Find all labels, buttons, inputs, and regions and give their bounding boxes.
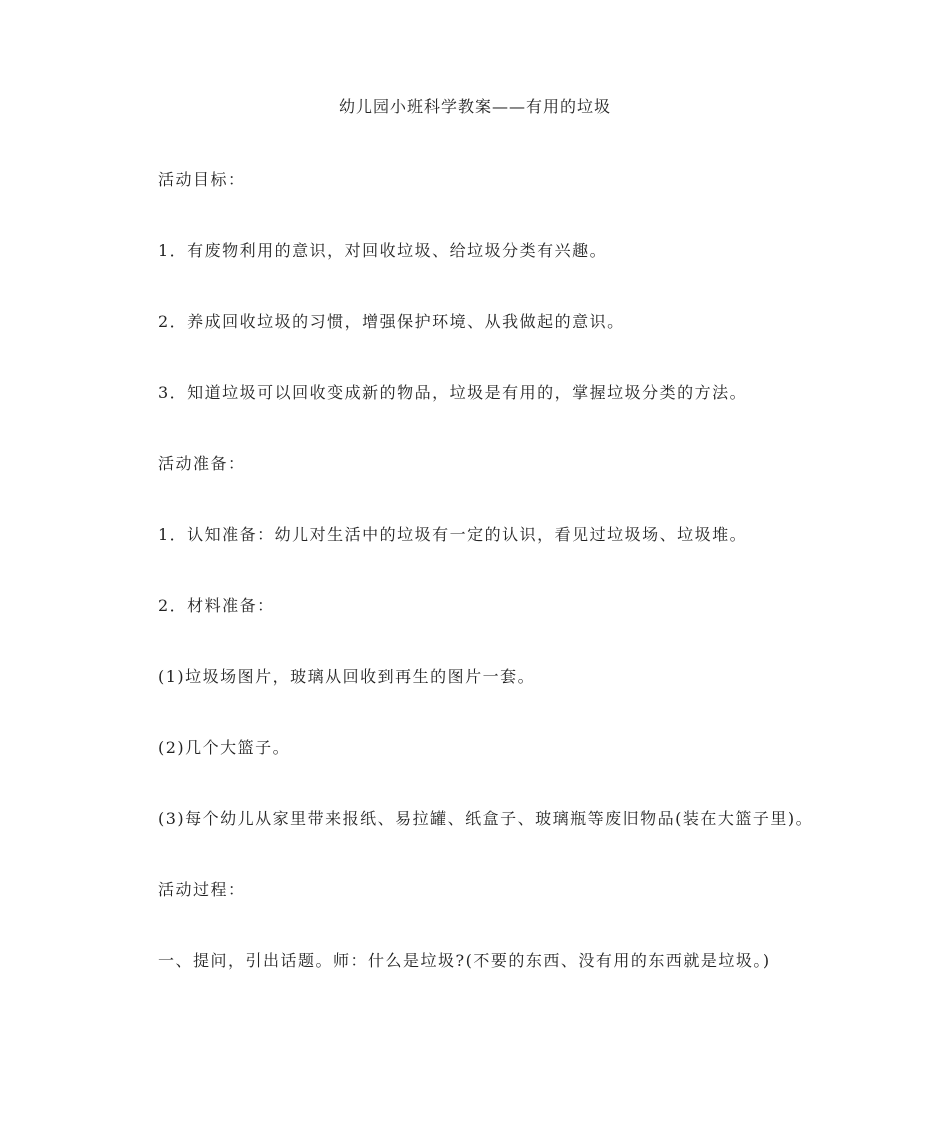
- preparation-item: 2．材料准备：: [158, 596, 275, 615]
- section-heading-preparation: 活动准备：: [158, 454, 246, 473]
- document-title: 幼儿园小班科学教案——有用的垃圾: [338, 97, 611, 116]
- material-item: (2)几个大篮子。: [158, 738, 291, 757]
- preparation-item: 1．认知准备：幼儿对生活中的垃圾有一定的认识，看见过垃圾场、垃圾堆。: [158, 525, 748, 544]
- goal-item: 3．知道垃圾可以回收变成新的物品，垃圾是有用的，掌握垃圾分类的方法。: [158, 383, 748, 402]
- section-heading-goals: 活动目标：: [158, 170, 246, 189]
- section-heading-process: 活动过程：: [158, 880, 246, 899]
- material-item: (3)每个幼儿从家里带来报纸、易拉罐、纸盒子、玻璃瓶等废旧物品(装在大篮子里)。: [158, 809, 814, 828]
- material-item: (1)垃圾场图片，玻璃从回收到再生的图片一套。: [158, 667, 536, 686]
- process-item: 一、提问，引出话题。师：什么是垃圾?(不要的东西、没有用的东西就是垃圾。): [158, 951, 771, 970]
- goal-item: 2．养成回收垃圾的习惯，增强保护环境、从我做起的意识。: [158, 312, 625, 331]
- goal-item: 1．有废物利用的意识，对回收垃圾、给垃圾分类有兴趣。: [158, 241, 608, 260]
